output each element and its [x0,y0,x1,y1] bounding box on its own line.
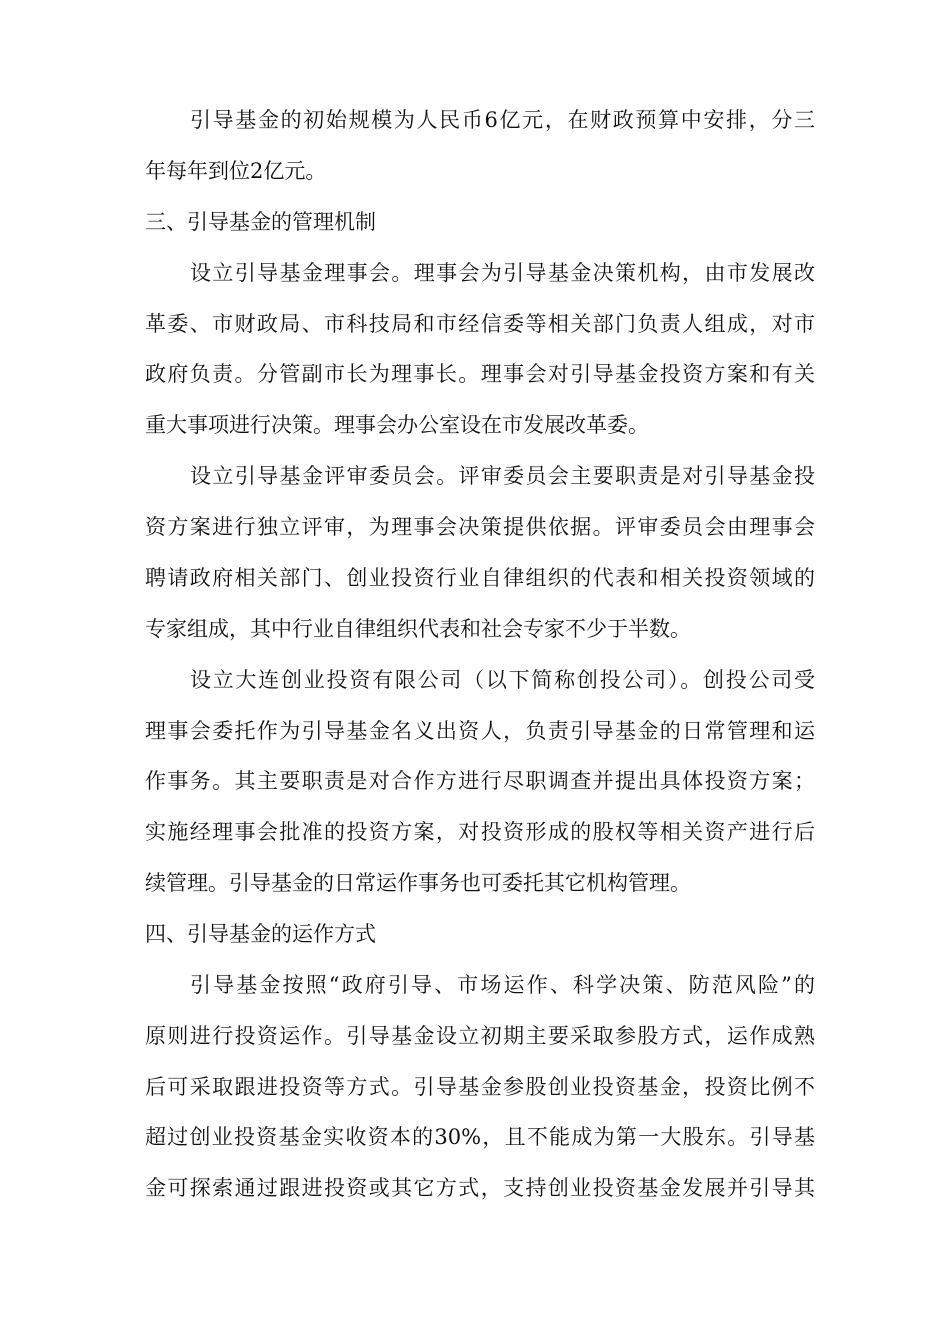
text-line: 实施经理事会批准的投资方案，对投资形成的股权等相关资产进行后 [145,820,815,844]
section-heading: 三、引导基金的管理机制 [145,210,376,234]
text-line: 年每年到位2亿元。 [145,159,327,183]
text-line: 金可探索通过跟进投资或其它方式，支持创业投资基金发展并引导其 [145,1176,815,1200]
text-line: 政府负责。分管副市长为理事长。理事会对引导基金投资方案和有关 [145,362,815,386]
text-line: 重大事项进行决策。理事会办公室设在市发展改革委。 [145,413,649,437]
text-line: 理事会委托作为引导基金名义出资人，负责引导基金的日常管理和运 [145,719,815,743]
text-line: 超过创业投资基金实收资本的30%，且不能成为第一大股东。引导基 [145,1125,815,1149]
text-line: 后可采取跟进投资等方式。引导基金参股创业投资基金，投资比例不 [145,1075,815,1099]
text-line: 聘请政府相关部门、创业投资行业自律组织的代表和相关投资领域的 [145,566,815,590]
text-line: 专家组成，其中行业自律组织代表和社会专家不少于半数。 [145,617,691,641]
text-line: 资方案进行独立评审，为理事会决策提供依据。评审委员会由理事会 [145,515,815,539]
section-heading: 四、引导基金的运作方式 [145,922,376,946]
text-line: 续管理。引导基金的日常运作事务也可委托其它机构管理。 [145,871,691,895]
text-line: 革委、市财政局、市科技局和市经信委等相关部门负责人组成，对市 [145,312,815,336]
text-line: 作事务。其主要职责是对合作方进行尽职调查并提出具体投资方案； [145,769,815,793]
text-line: 设立引导基金评审委员会。评审委员会主要职责是对引导基金投 [190,464,815,488]
text-line: 原则进行投资运作。引导基金设立初期主要采取参股方式，运作成熟 [145,1024,815,1048]
text-line: 引导基金的初始规模为人民币6亿元，在财政预算中安排，分三 [190,108,815,132]
text-line: 设立引导基金理事会。理事会为引导基金决策机构，由市发展改 [190,261,815,285]
text-line: 引导基金按照“政府引导、市场运作、科学决策、防范风险”的 [190,973,815,997]
text-line: 设立大连创业投资有限公司（以下简称创投公司）。创投公司受 [190,668,815,692]
